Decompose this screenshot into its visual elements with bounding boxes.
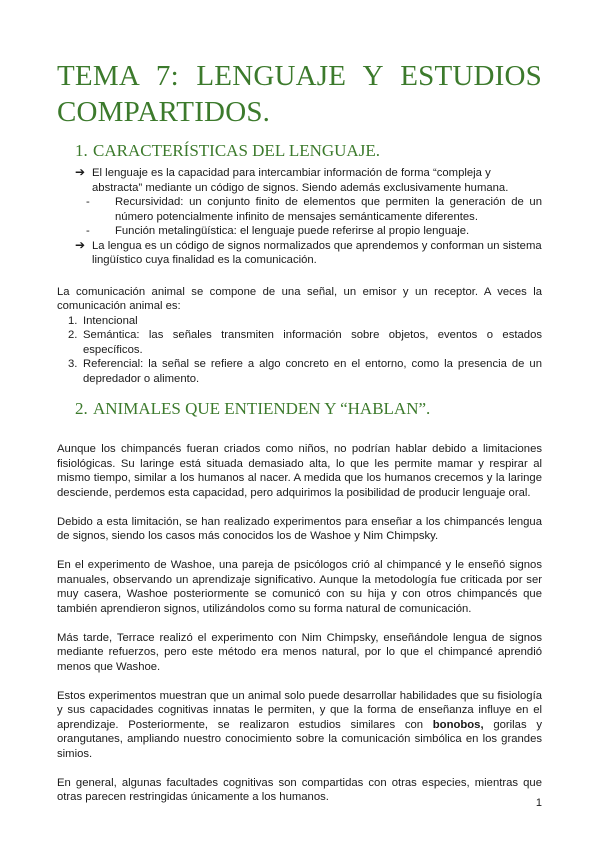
dash-item-2 xyxy=(86,224,542,239)
title-line-2: COMPARTIDOS. xyxy=(57,96,271,128)
arrow-list-2 xyxy=(57,239,542,268)
arrow-bullet-icon: ➔ xyxy=(75,165,86,179)
arrow-item-1-text: El lenguaje es la capacidad para intercambiar información de forma “compleja y abstracta” mediante un código de signos. Siendo además exclusivamente humana. xyxy=(92,167,509,194)
page-title xyxy=(57,58,542,130)
dash-list xyxy=(57,195,542,239)
list-item xyxy=(68,314,542,329)
section-1-title: CARACTERÍSTICAS DEL LENGUAJE. xyxy=(93,141,380,160)
list-item-text: Intencional xyxy=(83,314,138,327)
list-item xyxy=(68,328,542,357)
section-2-number: 2. xyxy=(75,399,88,418)
arrow-list-1 xyxy=(57,166,542,195)
paragraph-experiments: Debido a esta limitación, se han realizado experimentos para enseñar a los chimpancés lengua de signos, siendo los casos más conocidos los de Washoe y Nim Chimpsky. xyxy=(57,515,542,542)
arrow-bullet-icon: ➔ xyxy=(75,237,86,252)
communication-intro: La comunicación animal se compone de una señal, un emisor y un receptor. A veces la comunicación animal es: xyxy=(57,285,542,312)
conclusions-text-end: gorilas y orangutanes, ampliando nuestro conocimiento sobre la comunicación simbólica en los grandes simios. xyxy=(57,718,542,760)
bonobos-bold: bonobos, xyxy=(432,718,484,731)
paragraph-general: En general, algunas facultades cognitivas son compartidas con otras especies, mientras que otras parecen restringidas únicamente a los humanos. xyxy=(57,776,542,803)
paragraph-larynx: Aunque los chimpancés fueran criados como niños, no podrían hablar debido a limitaciones fisiológicas. Su laringe está situada demasiado alta, lo que les permite mamar y respirar al mismo tiempo, similar a los humanos al nacer. A medida que los humanos crecemos y la laringe desciende, perdemos esta capacidad, pero adquirimos la posibilidad de producir lenguaje oral. xyxy=(57,443,542,499)
section-1-heading xyxy=(57,140,542,162)
arrow-item-2-text: La lengua es un código de signos normalizados que aprendemos y conforman un sistema lingüístico cuya finalidad es la comunicación. xyxy=(92,239,542,266)
communication-types-list xyxy=(57,314,542,387)
page-number: 1 xyxy=(535,797,542,809)
dash-item-1 xyxy=(86,195,542,224)
paragraph-nim-chimpsky: Más tarde, Terrace realizó el experimento con Nim Chimpsky, enseñándole lengua de signos mediante refuerzos, pero este método era menos natural, por lo que el chimpancé aprendió menos que Washoe. xyxy=(57,631,542,673)
dash-item-2-text: Función metalingüística: el lenguaje puede referirse al propio lenguaje. xyxy=(115,225,470,237)
list-item-number: 3. xyxy=(68,358,78,370)
section-2-title: ANIMALES QUE ENTIENDEN Y “HABLAN”. xyxy=(93,399,431,418)
dash-bullet-icon: - xyxy=(86,225,90,237)
paragraph-conclusions xyxy=(57,689,542,762)
section-2-heading xyxy=(57,398,542,420)
list-item-number: 1. xyxy=(68,314,78,327)
paragraph-washoe: En el experimento de Washoe, una pareja de psicólogos crió al chimpancé y le enseñó signos manuales, observando un aprendizaje significativo. Aunque la metodología fue criticada por ser muy casera, Washoe posteriormente se comunicó con su hija y con otros chimpancés que también aprendieron signos, utilizándolos como su forma natural de comunicación. xyxy=(57,559,542,615)
section-1-number: 1. xyxy=(75,141,88,160)
dash-bullet-icon: - xyxy=(86,196,90,208)
conclusions-text-start: Estos experimentos muestran que un animal solo puede desarrollar habilidades que su fisiología y sus capacidades cognitivas innatas le permiten, y que la forma de enseñanza influye en el aprendizaje. Posteriormente, se realizaron estudios similares con xyxy=(57,689,542,731)
dash-item-1-text: Recursividad: un conjunto finito de elementos que permiten la generación de un número potencialmente infinito de mensajes semánticamente diferentes. xyxy=(115,196,542,223)
list-item xyxy=(68,357,542,386)
list-item-number: 2. xyxy=(68,329,78,341)
list-item-text: Semántica: las señales transmiten información sobre objetos, eventos o estados específicos. xyxy=(83,329,542,356)
title-line-1: TEMA 7: LENGUAJE Y ESTUDIOS xyxy=(57,60,542,92)
arrow-item-2 xyxy=(75,237,542,268)
arrow-item-1 xyxy=(75,165,542,195)
list-item-text: Referencial: la señal se refiere a algo concreto en el entorno, como la presencia de un depredador o alimento. xyxy=(83,358,542,385)
document-page xyxy=(57,58,542,805)
